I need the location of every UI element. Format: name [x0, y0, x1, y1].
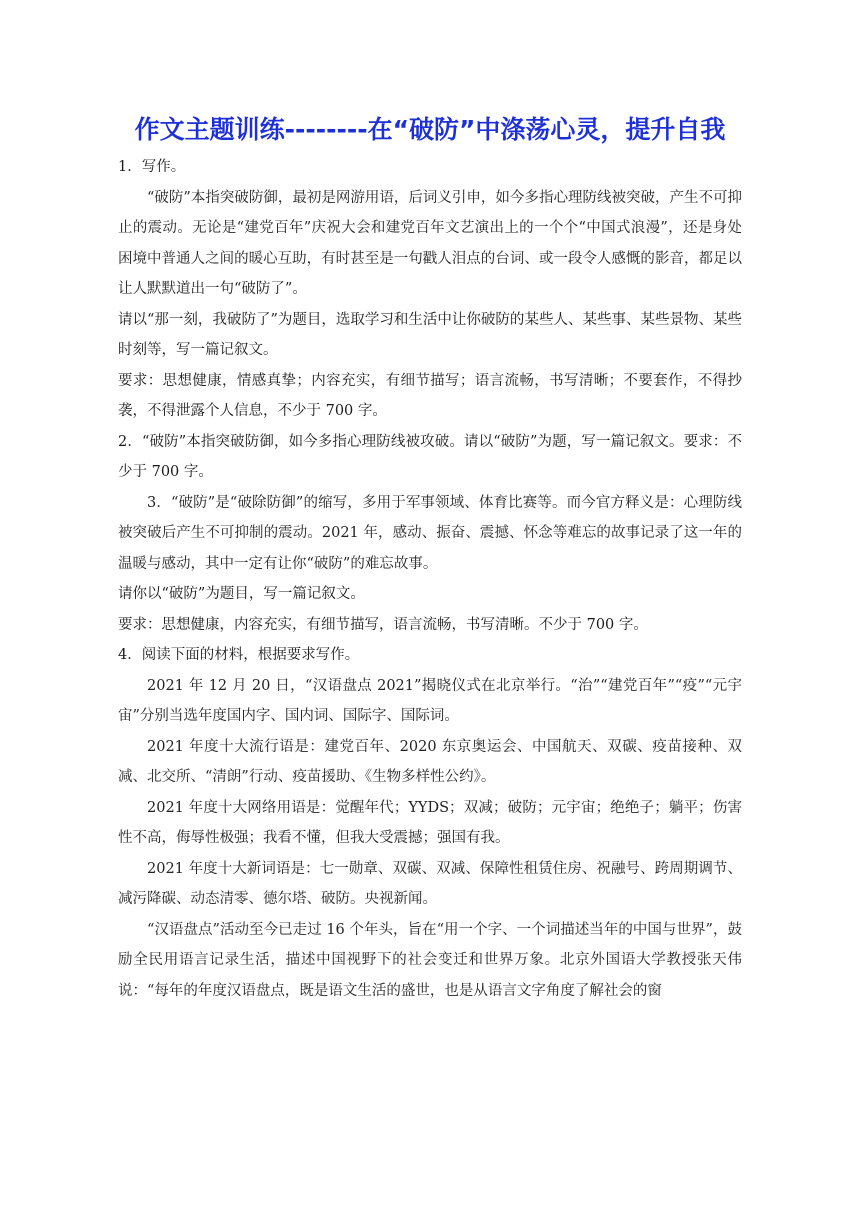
question-3-prompt: 请你以“破防”为题目，写一篇记叙文。 [118, 586, 365, 602]
document-body [118, 152, 742, 1006]
question-4-material-paragraph: 2021 年 12 月 20 日，“汉语盘点 2021”揭晓仪式在北京举行。“治”“建党百年”“疫”“元宇宙”分别当选年度国内字、国内词、国际字、国际词。 [118, 677, 742, 724]
question-3-material: 3．“破防”是“破除防御”的缩写，多用于军事领域、体育比赛等。而今官方释义是：心理防线被突破后产生不可抑制的震动。2021 年，感动、振奋、震撼、怀念等难忘的故事记录了这一年的温暖与感动，其中一定有让你“破防”的难忘故事。 [118, 494, 742, 572]
question-3-requirements: 要求：思想健康，内容充实，有细节描写，语言流畅，书写清晰。不少于 700 字。 [118, 616, 648, 633]
question-1-prompt: 请以“那一刻，我破防了”为题目，选取学习和生活中让你破防的某些人、某些事、某些景物、某些时刻等，写一篇记叙文。 [118, 311, 742, 358]
question-1-requirements: 要求：思想健康，情感真挚；内容充实，有细节描写；语言流畅，书写清晰；不要套作，不得抄袭，不得泄露个人信息，不少于 700 字。 [118, 372, 742, 419]
question-4-material-paragraph: “汉语盘点”活动至今已走过 16 个年头，旨在“用一个字、一个词描述当年的中国与世界”，鼓励全民用语言记录生活，描述中国视野下的社会变迁和世界万象。北京外国语大学教授张天伟说：“每年的年度汉语盘点，既是语文生活的盛世，也是从语言文字角度了解社会的窗 [118, 921, 742, 999]
question-4-material-paragraph: 2021 年度十大新词语是：七一勋章、双碳、双减、保障性租赁住房、祝融号、跨周期调节、减污降碳、动态清零、德尔塔、破防。央视新闻。 [118, 860, 742, 907]
question-4-material-paragraph: 2021 年度十大网络用语是：觉醒年代；YYDS；双减；破防；元宇宙；绝绝子；躺平；伤害性不高，侮辱性极强；我看不懂，但我大受震撼；强国有我。 [118, 799, 742, 846]
question-2: 2．“破防”本指突破防御，如今多指心理防线被攻破。请以“破防”为题，写一篇记叙文。要求：不少于 700 字。 [118, 433, 742, 480]
question-4-material-paragraph: 2021 年度十大流行语是：建党百年、2020 东京奥运会、中国航天、双碳、疫苗接种、双减、北交所、“清朗”行动、疫苗援助、《生物多样性公约》。 [118, 738, 742, 785]
question-4-heading: 4．阅读下面的材料，根据要求写作。 [118, 647, 360, 663]
question-1-material: “破防”本指突破防御，最初是网游用语，后词义引申，如今多指心理防线被突破，产生不可抑止的震动。无论是“建党百年”庆祝大会和建党百年文艺演出上的一个个“中国式浪漫”，还是身处困境中普通人之间的暖心互助，有时甚至是一句戳人泪点的台词、或一段令人感慨的影音，都足以让人默默道出一句“破防了”。 [118, 189, 742, 297]
question-1-heading: 1．写作。 [118, 159, 186, 175]
document-title: 作文主题训练--------在“破防”中涤荡心灵，提升自我 [134, 115, 726, 144]
